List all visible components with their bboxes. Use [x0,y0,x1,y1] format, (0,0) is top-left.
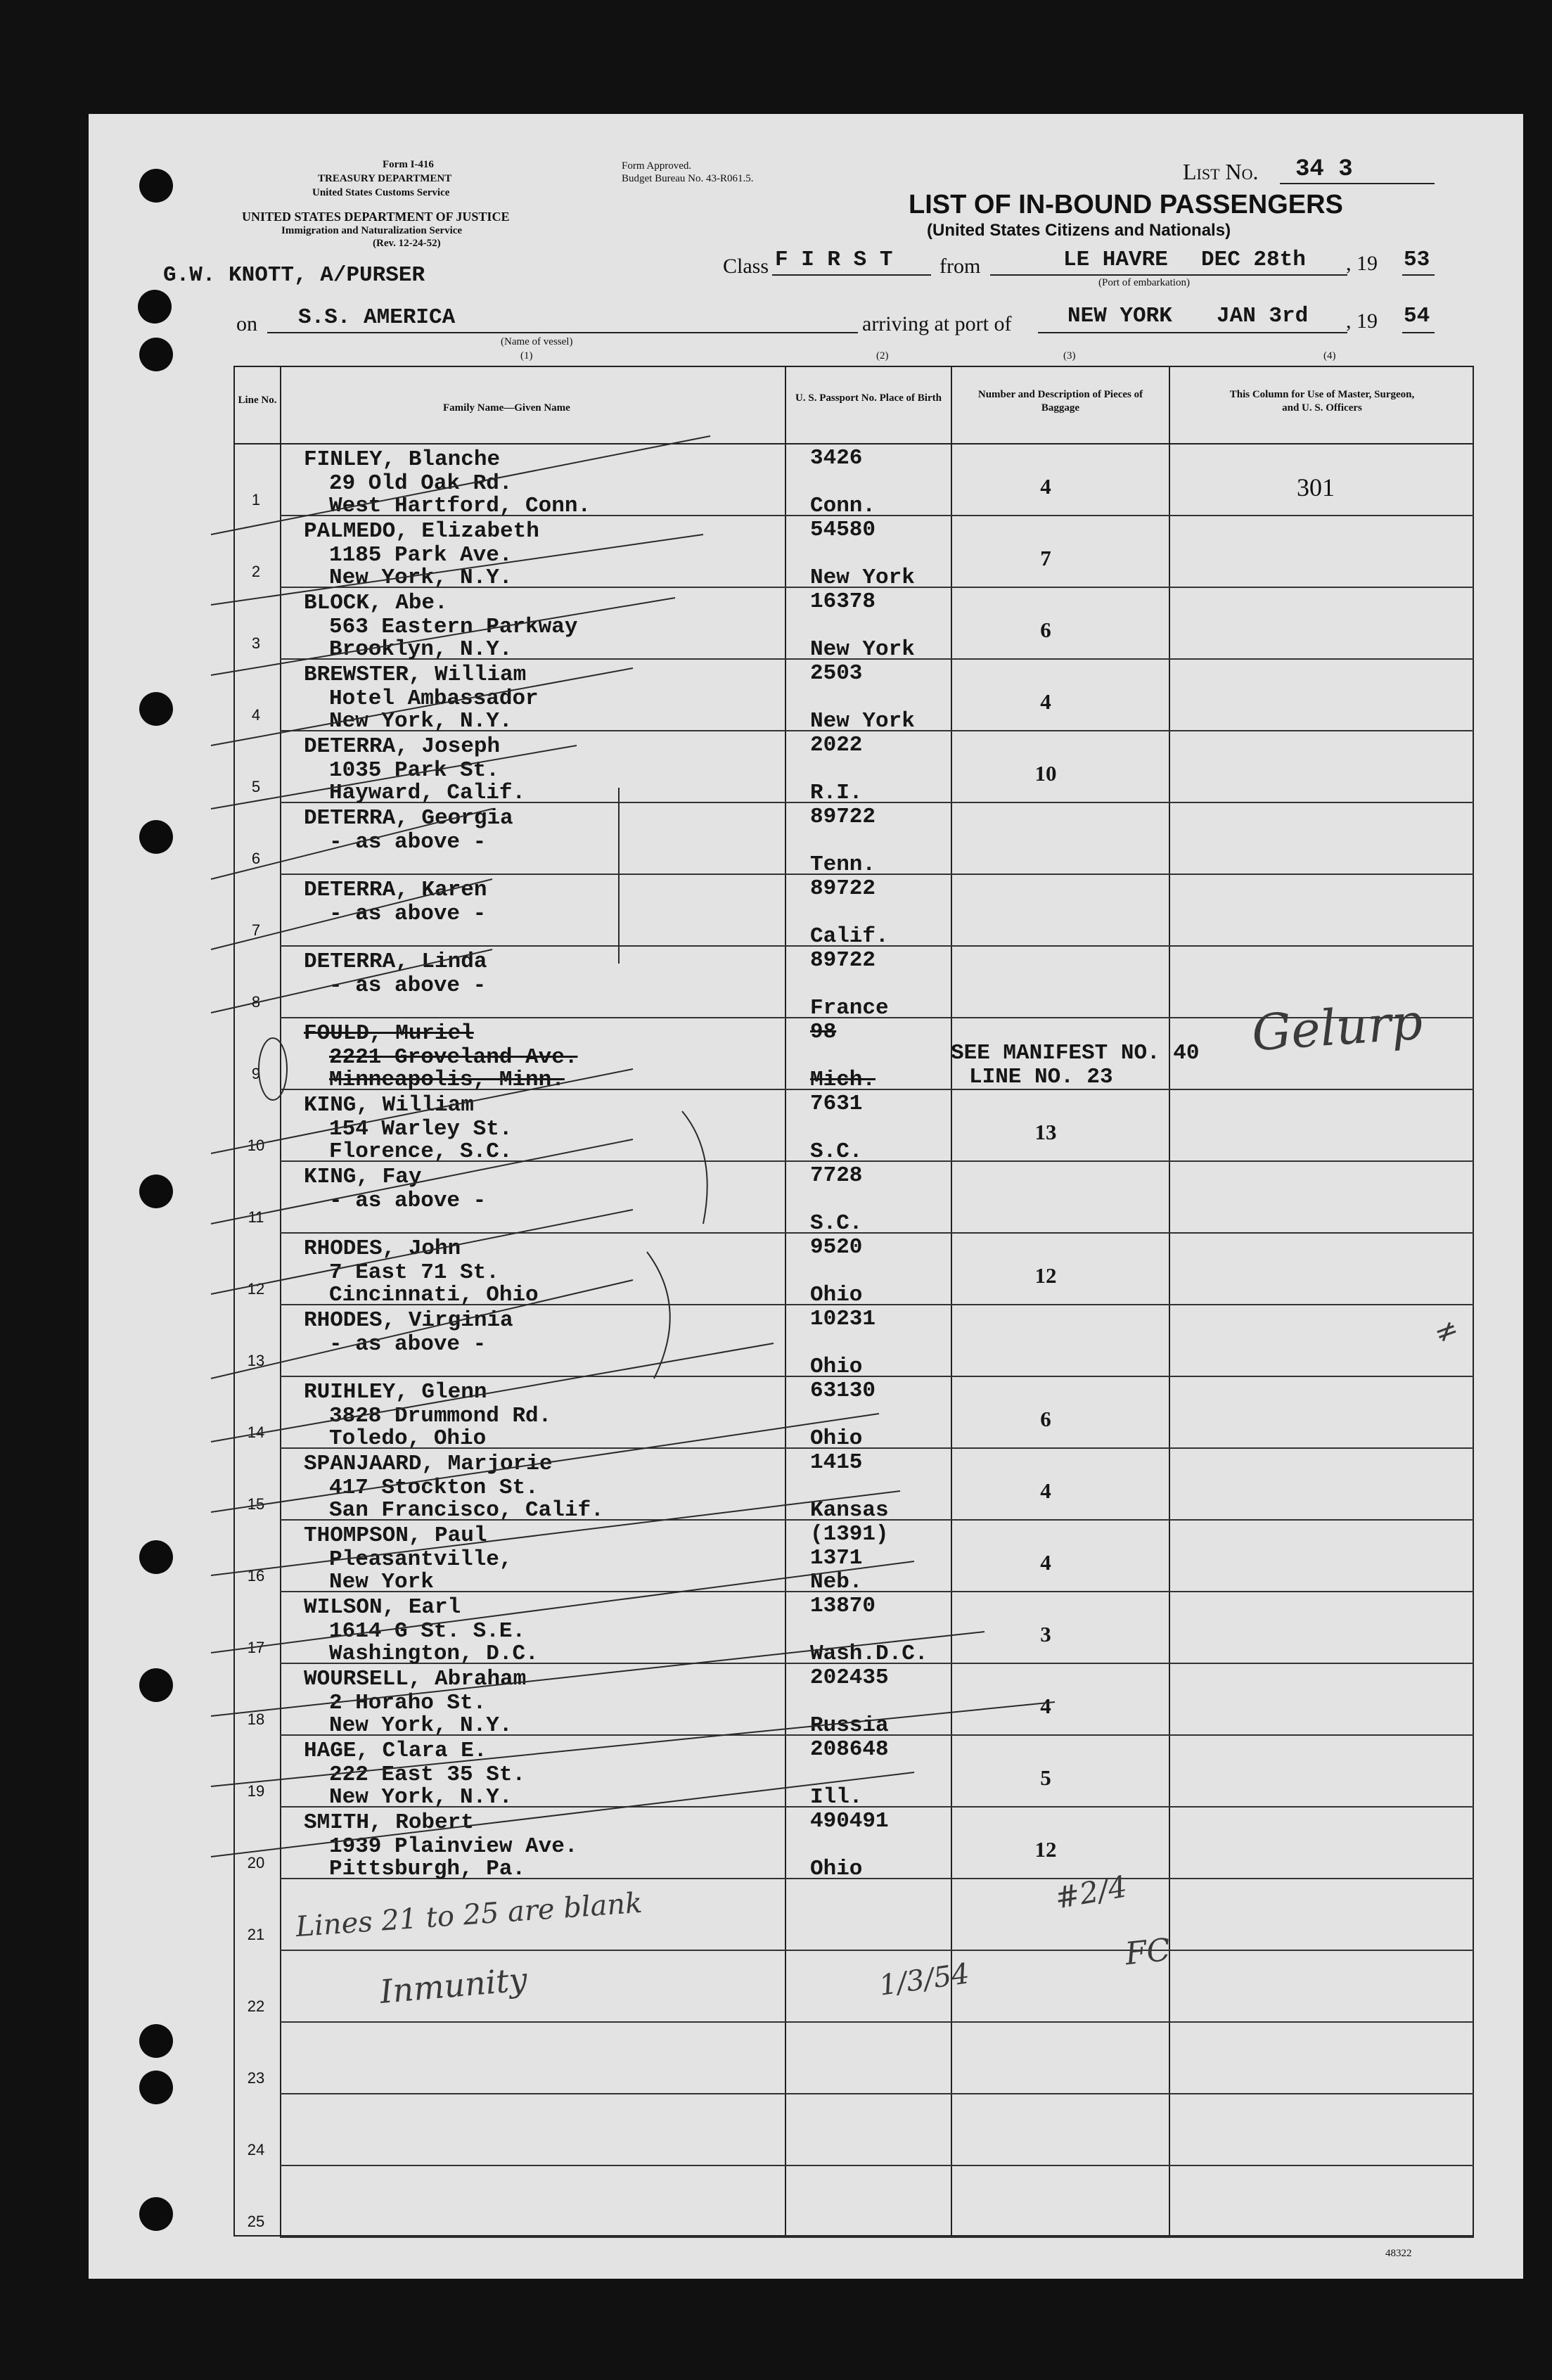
arrival-year-prefix: , 19 [1346,309,1378,333]
passenger-name: PALMEDO, Elizabeth [304,519,539,544]
from-port: LE HAVRE [1063,248,1168,272]
passport-number: 89722 [810,948,876,973]
check-stroke [211,809,492,879]
birth-place: Ill. [810,1785,863,1810]
list-no-value: 34 3 [1295,156,1353,183]
passport-number: 98 [810,1020,837,1044]
class-value: F I R S T [775,248,893,272]
passenger-address-2: New York, N.Y. [329,1785,513,1810]
passenger-address-1: Pleasantville, [329,1547,513,1572]
passenger-address-1: - as above - [329,973,487,998]
col-header-officers: This Column for Use of Master, Surgeon, and U. S. Officers [1229,389,1415,414]
passenger-name: WILSON, Earl [304,1595,461,1620]
passport-number: (1391) [810,1522,889,1547]
passenger-address-1: - as above - [329,1332,487,1357]
justice-dept: UNITED STATES DEPARTMENT OF JUSTICE [242,210,510,224]
birth-place: Ohio [810,1426,863,1451]
baggage-count: 12 [1034,1837,1057,1862]
passenger-address-2: Washington, D.C. [329,1642,539,1666]
treasury-dept: TREASURY DEPARTMENT [318,173,452,184]
arrival-date: JAN 3rd [1217,304,1309,328]
birth-place: Conn. [810,494,876,518]
baggage-count: 4 [1040,1550,1051,1575]
line-number: 24 [247,2141,265,2158]
passenger-address-2: New York [329,1570,434,1594]
line-number: 7 [251,921,261,939]
passport-number: 89722 [810,805,876,829]
passenger-address-1: 417 Stockton St. [329,1476,539,1500]
form-rev: (Rev. 12-24-52) [373,238,441,249]
passenger-address-2: Pittsburgh, Pa. [329,1857,526,1881]
line-number: 23 [247,2069,265,2087]
passport-number: 490491 [810,1809,889,1834]
passenger-name: THOMPSON, Paul [304,1523,487,1548]
line-number: 11 [248,1208,264,1226]
circle-mark [259,1038,287,1100]
baggage-count: 5 [1040,1765,1051,1790]
birth-place: Ohio [810,1283,863,1307]
from-year-prefix: , 19 [1346,252,1378,275]
passenger-name: DETERRA, Linda [304,949,487,974]
from-year: 53 [1404,248,1430,272]
baggage-count: 4 [1040,474,1051,499]
check-stroke [211,879,492,949]
passenger-address-2: New York, N.Y. [329,1713,513,1738]
passenger-address-2: Minneapolis, Minn. [329,1068,565,1092]
form-subtitle: (United States Citizens and Nationals) [927,221,1231,240]
birth-place: France [810,996,889,1021]
col-header-line: Line No. [238,395,277,406]
passenger-address-2: New York, N.Y. [329,709,513,734]
passenger-name: DETERRA, Karen [304,878,487,902]
handwritten-date: 1/3/54 [877,1957,972,2002]
from-date: DEC 28th [1201,248,1306,272]
check-stroke [211,1772,914,1857]
passport-number: 2022 [810,733,863,757]
passenger-address-2: Hayward, Calif. [329,781,526,805]
birth-place: R.I. [810,781,863,805]
check-stroke [211,746,577,809]
passport-number: 1415 [810,1450,863,1475]
passenger-address-2: Cincinnati, Ohio [329,1283,539,1307]
passenger-name: DETERRA, Joseph [304,734,501,759]
passenger-name: RUIHLEY, Glenn [304,1380,487,1405]
passenger-address-1: 2221 Groveland Ave. [329,1045,578,1070]
inspector-mark: #2/4 [1052,1869,1130,1916]
passenger-name: DETERRA, Georgia [304,806,513,831]
baggage-count: 10 [1034,761,1057,786]
arrival-port: NEW YORK [1067,304,1172,328]
passenger-name: BLOCK, Abe. [304,591,448,615]
passenger-name: BREWSTER, William [304,663,527,687]
line-number: 9 [251,1065,261,1082]
passport-number: 208648 [810,1737,889,1762]
col1-caption: (1) [520,350,533,362]
birth-place: Wash.D.C. [810,1642,928,1666]
passenger-address-2: Brooklyn, N.Y. [329,637,513,662]
line-number: 17 [247,1639,265,1656]
form-approved: Form Approved. [622,160,692,172]
passenger-address-2: New York, N.Y. [329,565,513,590]
line-number: 6 [251,850,261,867]
bracket-stroke [647,1252,670,1378]
baggage-count: 4 [1040,689,1051,714]
passenger-address-2: Toledo, Ohio [329,1426,487,1451]
passport-number: 63130 [810,1378,876,1403]
check-stroke [211,1632,985,1716]
passenger-address-1: - as above - [329,830,487,855]
budget-bureau: Budget Bureau No. 43-R061.5. [622,173,754,184]
col-header-passport: U. S. Passport No. Place of Birth [795,392,942,404]
birth-place: New York [810,637,915,662]
passenger-address-1: 3828 Drummond Rd. [329,1404,552,1428]
check-stroke [211,1702,1055,1786]
passenger-address-1: 222 East 35 St. [329,1762,526,1787]
baggage-note: SEE MANIFEST NO. 40 [951,1041,1200,1066]
birth-place: Tenn. [810,852,876,877]
arrival-year: 54 [1404,304,1430,328]
col-header-baggage: Number and Description of Pieces of Baggage [977,389,1143,414]
port-caption: (Port of embarkation) [1098,277,1190,288]
row9-signature: Gelurp [1250,992,1425,1063]
birth-place: S.C. [810,1211,863,1236]
check-stroke [211,1069,633,1153]
check-stroke [211,1210,633,1294]
arriving-label: arriving at port of [862,312,1012,335]
line-number: 5 [251,778,261,795]
birth-place: Ohio [810,1857,863,1881]
check-stroke [211,598,675,675]
passenger-address-1: 1614 G St. S.E. [329,1619,526,1644]
list-no-label: List No. [1183,159,1259,184]
passport-number: 89722 [810,876,876,901]
baggage-count: 6 [1040,1407,1051,1431]
line-number: 20 [247,1854,265,1872]
on-label: on [236,312,257,335]
passenger-address-2: West Hartford, Conn. [329,494,591,518]
passenger-name: WOURSELL, Abraham [304,1667,527,1691]
from-label: from [939,255,981,278]
officer-note: 301 [1297,473,1335,501]
passenger-address-1: 563 Eastern Parkway [329,615,578,639]
col4-caption: (4) [1323,350,1336,362]
passenger-name: HAGE, Clara E. [304,1739,487,1763]
baggage-count: 4 [1040,1478,1051,1503]
purser: G.W. KNOTT, A/PURSER [163,263,425,288]
passenger-name: FOULD, Muriel [304,1021,474,1046]
check-stroke [211,1561,914,1653]
immigration-service: Immigration and Naturalization Service [281,225,463,236]
passport-number: 7631 [810,1092,863,1116]
line-number: 2 [251,563,261,580]
vessel-name: S.S. AMERICA [298,305,456,330]
col-header-name: Family Name—Given Name [443,402,570,414]
passport-number: 54580 [810,518,876,542]
passport-number: 10231 [810,1307,876,1331]
check-stroke [211,949,492,1013]
baggage-count: 3 [1040,1622,1051,1646]
margin-mark: ≠ [1430,1312,1463,1351]
passport-number: 3426 [810,446,863,471]
inspector-initials: FC [1123,1931,1172,1973]
birth-place: Ohio [810,1355,863,1379]
birth-place: New York [810,709,915,734]
birth-place: Neb. [810,1570,863,1594]
col2-caption: (2) [876,350,889,362]
passenger-name: SPANJAARD, Marjorie [304,1452,553,1476]
line-number: 4 [251,706,261,724]
form-footer-number: 48322 [1385,2248,1412,2259]
passport-number: 13870 [810,1594,876,1618]
birth-place: S.C. [810,1139,863,1164]
birth-place: Russia [810,1713,889,1738]
passenger-address-1: - as above - [329,1189,487,1213]
passport-number: 16378 [810,589,876,614]
line-number: 14 [247,1423,265,1441]
line-number: 21 [247,1926,265,1943]
passenger-name: SMITH, Robert [304,1810,474,1835]
passenger-name: KING, William [304,1093,474,1118]
passenger-address-1: 154 Warley St. [329,1117,513,1141]
passenger-address-1: 7 East 71 St. [329,1260,499,1285]
passenger-address-1: 1185 Park Ave. [329,543,513,568]
passenger-address-1: Hotel Ambassador [329,686,539,711]
line-number: 8 [251,993,261,1011]
passport-number: 7728 [810,1163,863,1188]
baggage-count: 7 [1040,546,1051,570]
check-stroke [211,1139,633,1224]
passenger-address-2: San Francisco, Calif. [329,1498,604,1523]
check-stroke [211,1280,633,1378]
line-number: 25 [247,2213,265,2230]
passenger-address-2: Florence, S.C. [329,1139,513,1164]
passenger-address-1: 1939 Plainview Ave. [329,1834,578,1859]
line-number: 15 [247,1495,265,1513]
passenger-address-1: 2 Horaho St. [329,1691,487,1715]
passport-number-2: 1371 [810,1546,863,1570]
line-number: 19 [247,1782,265,1800]
passenger-name: KING, Fay [304,1165,422,1189]
line-number: 12 [247,1280,265,1298]
check-stroke [211,1491,900,1575]
line-number: 3 [251,634,261,652]
baggage-count: 6 [1040,618,1051,642]
passenger-name: RHODES, John [304,1236,461,1261]
baggage-note-2: LINE NO. 23 [969,1065,1113,1089]
handwritten-signature: Inmunity [378,1959,529,2011]
baggage-count: 12 [1034,1263,1057,1288]
vessel-caption: (Name of vessel) [501,336,573,347]
passenger-address-1: 1035 Park St. [329,758,499,783]
form-number: Form I-416 [383,159,434,170]
birth-place: New York [810,565,915,590]
line-number: 1 [251,491,261,508]
passenger-address-1: 29 Old Oak Rd. [329,471,513,496]
check-stroke [211,1414,879,1512]
line-number: 16 [247,1567,265,1585]
passport-number: 2503 [810,661,863,686]
handwritten-lines-blank: Lines 21 to 25 are blank [294,1886,643,1944]
birth-place: Calif. [810,924,889,949]
col3-caption: (3) [1063,350,1076,362]
baggage-count: 4 [1040,1694,1051,1718]
baggage-count: 13 [1034,1120,1057,1144]
passport-number: 9520 [810,1235,863,1260]
birth-place: Mich. [810,1068,876,1092]
passenger-name: FINLEY, Blanche [304,447,501,472]
check-stroke [211,535,703,605]
line-number: 22 [247,1997,265,2015]
customs-service: United States Customs Service [312,187,450,198]
class-label: Class [723,255,769,278]
line-number: 10 [247,1137,265,1154]
passenger-name: RHODES, Virginia [304,1308,513,1333]
passport-number: 202435 [810,1665,889,1690]
bracket-stroke [682,1111,707,1224]
passenger-address-1: - as above - [329,902,487,926]
form-title: LIST OF IN-BOUND PASSENGERS [909,190,1343,219]
line-number: 18 [247,1710,265,1728]
check-stroke [211,436,710,535]
birth-place: Kansas [810,1498,889,1523]
check-stroke [211,668,633,746]
line-number: 13 [247,1352,265,1369]
